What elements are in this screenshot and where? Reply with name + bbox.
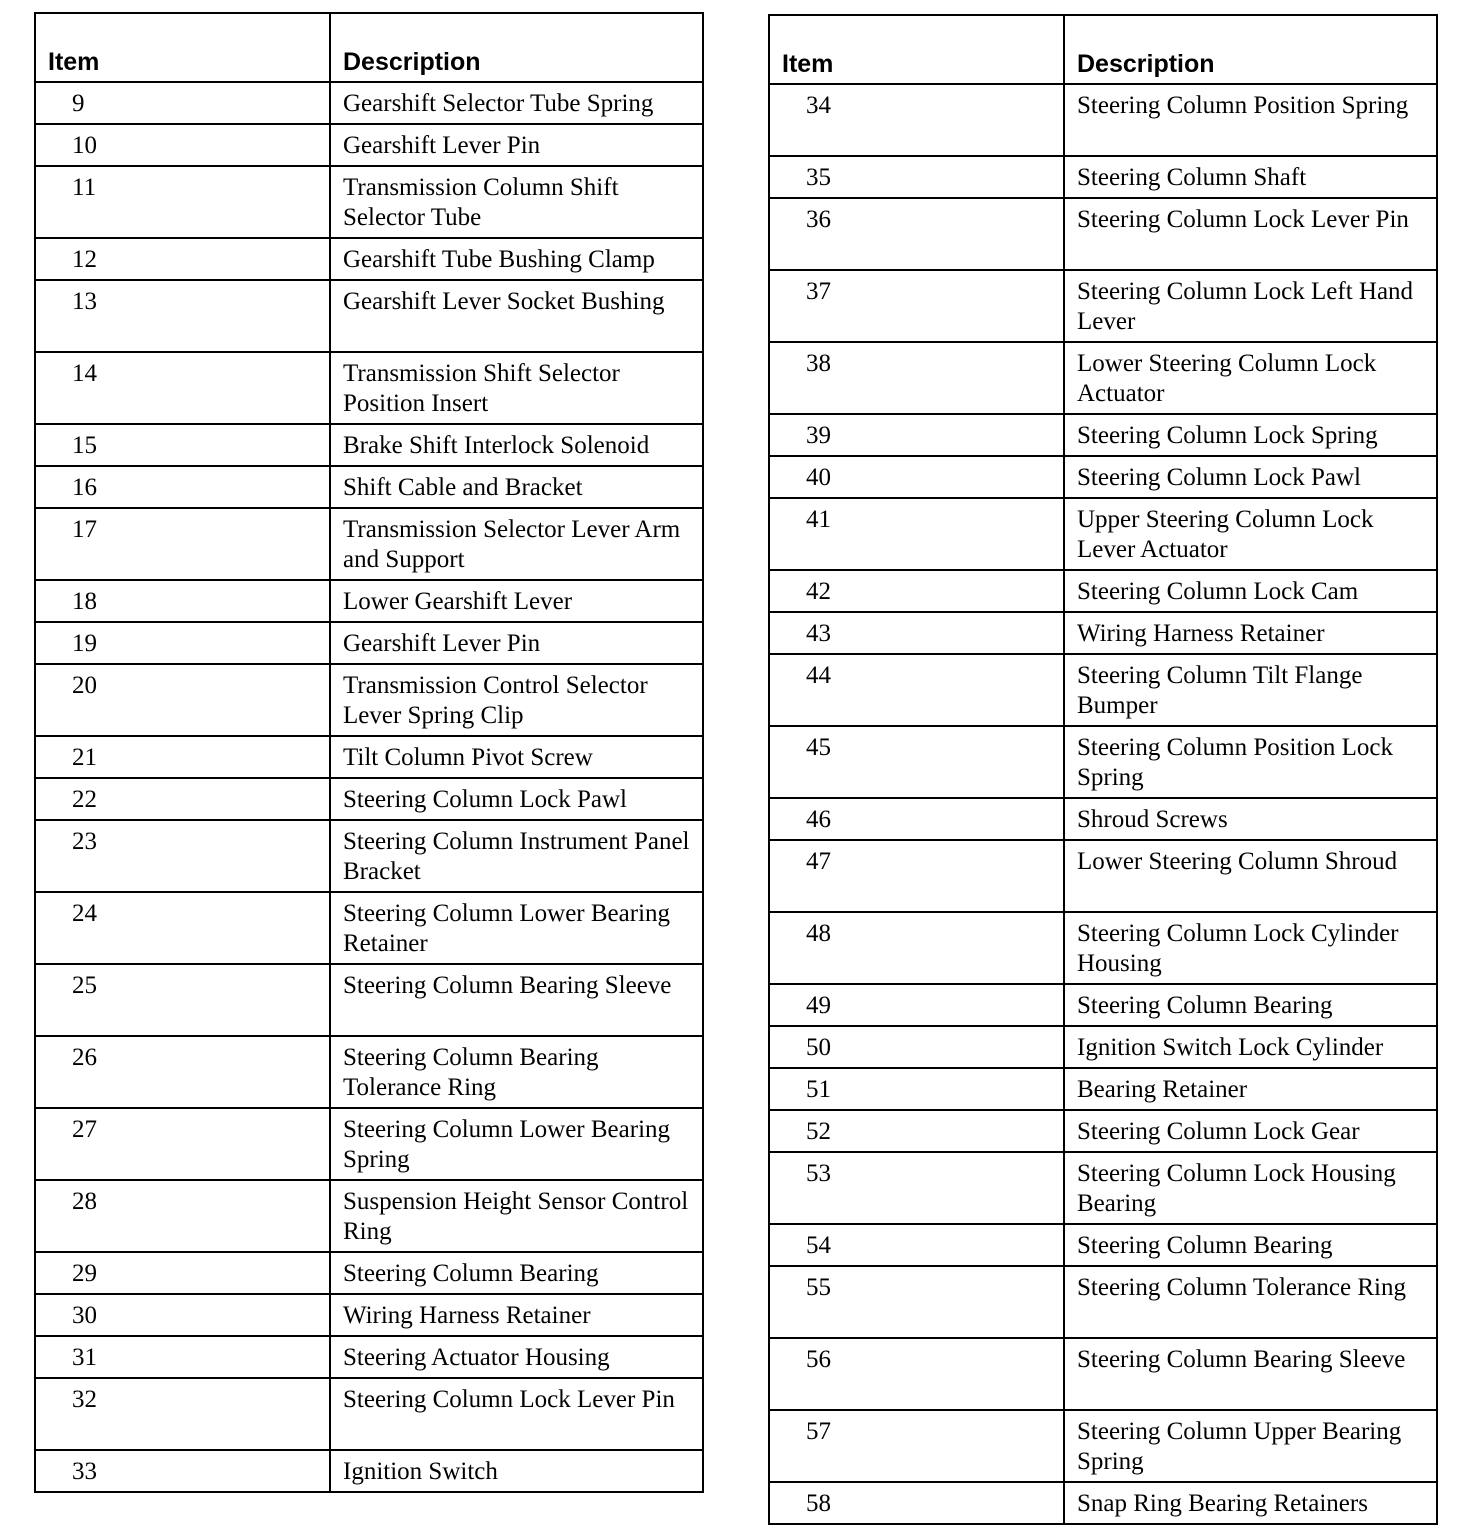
table-row <box>769 270 1437 342</box>
item-number: 13 <box>35 280 330 352</box>
item-number: 9 <box>35 82 330 124</box>
item-description: Tilt Column Pivot Screw <box>330 736 703 778</box>
item-description: Steering Column Lock Gear <box>1064 1110 1437 1152</box>
item-number: 33 <box>35 1450 330 1492</box>
item-description: Steering Column Bearing Tolerance Ring <box>330 1036 703 1108</box>
item-description: Steering Column Lock Cam <box>1064 570 1437 612</box>
item-description: Wiring Harness Retainer <box>1064 612 1437 654</box>
table-row <box>35 352 703 424</box>
table-row <box>35 580 703 622</box>
table-row <box>769 1110 1437 1152</box>
table-row <box>35 622 703 664</box>
item-number: 24 <box>35 892 330 964</box>
table-row <box>769 570 1437 612</box>
item-number: 58 <box>769 1482 1064 1524</box>
item-number: 28 <box>35 1180 330 1252</box>
table-row <box>769 84 1437 156</box>
item-description: Lower Steering Column Lock Actuator <box>1064 342 1437 414</box>
item-description: Transmission Selector Lever Arm and Support <box>330 508 703 580</box>
table-row <box>769 1410 1437 1482</box>
item-description: Steering Column Tilt Flange Bumper <box>1064 654 1437 726</box>
item-number: 30 <box>35 1294 330 1336</box>
item-number: 22 <box>35 778 330 820</box>
table-row <box>769 1482 1437 1524</box>
item-description: Gearshift Lever Pin <box>330 124 703 166</box>
table-row <box>35 964 703 1036</box>
table-row <box>35 280 703 352</box>
item-number: 29 <box>35 1252 330 1294</box>
item-description: Steering Column Bearing <box>1064 984 1437 1026</box>
item-description: Steering Column Lock Housing Bearing <box>1064 1152 1437 1224</box>
table-row <box>35 424 703 466</box>
table-row <box>35 1336 703 1378</box>
table-row <box>769 798 1437 840</box>
item-number: 56 <box>769 1338 1064 1410</box>
table-row <box>35 1378 703 1450</box>
item-number: 44 <box>769 654 1064 726</box>
item-description: Steering Column Lock Lever Pin <box>1064 198 1437 270</box>
table-row <box>769 1068 1437 1110</box>
table-row <box>769 456 1437 498</box>
table-row <box>769 198 1437 270</box>
item-description: Steering Column Upper Bearing Spring <box>1064 1410 1437 1482</box>
table-row <box>35 238 703 280</box>
item-description: Steering Column Bearing Sleeve <box>1064 1338 1437 1410</box>
item-description: Steering Actuator Housing <box>330 1336 703 1378</box>
item-description: Ignition Switch <box>330 1450 703 1492</box>
table-row <box>35 508 703 580</box>
item-number: 52 <box>769 1110 1064 1152</box>
description-column-header: Description <box>1064 15 1437 84</box>
table-row <box>769 156 1437 198</box>
item-number: 38 <box>769 342 1064 414</box>
item-description: Steering Column Bearing Sleeve <box>330 964 703 1036</box>
table-row <box>769 984 1437 1026</box>
table-row <box>769 840 1437 912</box>
table-row <box>35 1108 703 1180</box>
item-number: 35 <box>769 156 1064 198</box>
item-number: 12 <box>35 238 330 280</box>
item-description: Steering Column Lower Bearing Spring <box>330 1108 703 1180</box>
item-description: Bearing Retainer <box>1064 1068 1437 1110</box>
item-description: Steering Column Lock Pawl <box>1064 456 1437 498</box>
item-number: 43 <box>769 612 1064 654</box>
item-description: Suspension Height Sensor Control Ring <box>330 1180 703 1252</box>
item-number: 26 <box>35 1036 330 1108</box>
table-row <box>35 892 703 964</box>
table-row <box>35 736 703 778</box>
item-description: Transmission Shift Selector Position Insert <box>330 352 703 424</box>
item-description: Steering Column Bearing <box>1064 1224 1437 1266</box>
item-description: Shift Cable and Bracket <box>330 466 703 508</box>
table-row <box>35 166 703 238</box>
item-description: Transmission Column Shift Selector Tube <box>330 166 703 238</box>
item-number: 49 <box>769 984 1064 1026</box>
item-description: Steering Column Lock Cylinder Housing <box>1064 912 1437 984</box>
item-description: Gearshift Lever Socket Bushing <box>330 280 703 352</box>
table-row <box>769 1266 1437 1338</box>
item-description: Brake Shift Interlock Solenoid <box>330 424 703 466</box>
table-row <box>769 1026 1437 1068</box>
table-row <box>35 1294 703 1336</box>
item-number: 31 <box>35 1336 330 1378</box>
item-description: Steering Column Position Lock Spring <box>1064 726 1437 798</box>
table-row <box>35 778 703 820</box>
item-description: Lower Gearshift Lever <box>330 580 703 622</box>
table-row <box>769 342 1437 414</box>
table-row <box>769 1152 1437 1224</box>
item-number: 20 <box>35 664 330 736</box>
item-description: Snap Ring Bearing Retainers <box>1064 1482 1437 1524</box>
item-description: Lower Steering Column Shroud <box>1064 840 1437 912</box>
item-number: 32 <box>35 1378 330 1450</box>
parts-table-left <box>34 12 704 1493</box>
table-row <box>35 1450 703 1492</box>
table-row <box>769 414 1437 456</box>
description-column-header: Description <box>330 13 703 82</box>
item-description: Gearshift Tube Bushing Clamp <box>330 238 703 280</box>
item-number: 21 <box>35 736 330 778</box>
table-row <box>35 820 703 892</box>
item-description: Steering Column Bearing <box>330 1252 703 1294</box>
item-description: Steering Column Instrument Panel Bracket <box>330 820 703 892</box>
item-number: 42 <box>769 570 1064 612</box>
item-description: Steering Column Shaft <box>1064 156 1437 198</box>
item-number: 57 <box>769 1410 1064 1482</box>
table-row <box>35 1252 703 1294</box>
item-column-header: Item <box>769 15 1064 84</box>
parts-table-right <box>768 14 1438 1525</box>
item-number: 37 <box>769 270 1064 342</box>
item-number: 19 <box>35 622 330 664</box>
table-row <box>769 1224 1437 1266</box>
table-row <box>769 912 1437 984</box>
item-number: 14 <box>35 352 330 424</box>
item-column-header: Item <box>35 13 330 82</box>
item-description: Steering Column Position Spring <box>1064 84 1437 156</box>
table-row <box>35 664 703 736</box>
table-row <box>769 612 1437 654</box>
item-number: 10 <box>35 124 330 166</box>
item-number: 55 <box>769 1266 1064 1338</box>
table-row <box>35 82 703 124</box>
item-number: 50 <box>769 1026 1064 1068</box>
item-number: 45 <box>769 726 1064 798</box>
item-number: 47 <box>769 840 1064 912</box>
item-description: Steering Column Lock Pawl <box>330 778 703 820</box>
item-number: 27 <box>35 1108 330 1180</box>
item-description: Transmission Control Selector Lever Spring Clip <box>330 664 703 736</box>
table-row <box>769 654 1437 726</box>
item-description: Upper Steering Column Lock Lever Actuator <box>1064 498 1437 570</box>
item-number: 40 <box>769 456 1064 498</box>
table-row <box>769 1338 1437 1410</box>
item-description: Ignition Switch Lock Cylinder <box>1064 1026 1437 1068</box>
item-number: 15 <box>35 424 330 466</box>
item-number: 23 <box>35 820 330 892</box>
table-header-row <box>769 15 1437 84</box>
item-description: Steering Column Lock Left Hand Lever <box>1064 270 1437 342</box>
item-number: 39 <box>769 414 1064 456</box>
item-number: 18 <box>35 580 330 622</box>
item-number: 17 <box>35 508 330 580</box>
item-number: 53 <box>769 1152 1064 1224</box>
item-number: 51 <box>769 1068 1064 1110</box>
item-description: Wiring Harness Retainer <box>330 1294 703 1336</box>
item-number: 34 <box>769 84 1064 156</box>
item-description: Steering Column Tolerance Ring <box>1064 1266 1437 1338</box>
item-number: 41 <box>769 498 1064 570</box>
item-description: Steering Column Lower Bearing Retainer <box>330 892 703 964</box>
item-description: Shroud Screws <box>1064 798 1437 840</box>
item-number: 25 <box>35 964 330 1036</box>
table-row <box>769 726 1437 798</box>
table-row <box>769 498 1437 570</box>
table-row <box>35 1036 703 1108</box>
item-number: 11 <box>35 166 330 238</box>
item-description: Steering Column Lock Spring <box>1064 414 1437 456</box>
item-number: 36 <box>769 198 1064 270</box>
item-number: 16 <box>35 466 330 508</box>
item-description: Gearshift Selector Tube Spring <box>330 82 703 124</box>
item-number: 48 <box>769 912 1064 984</box>
table-row <box>35 1180 703 1252</box>
item-number: 46 <box>769 798 1064 840</box>
table-row <box>35 124 703 166</box>
item-description: Gearshift Lever Pin <box>330 622 703 664</box>
table-row <box>35 466 703 508</box>
item-description: Steering Column Lock Lever Pin <box>330 1378 703 1450</box>
table-header-row <box>35 13 703 82</box>
item-number: 54 <box>769 1224 1064 1266</box>
